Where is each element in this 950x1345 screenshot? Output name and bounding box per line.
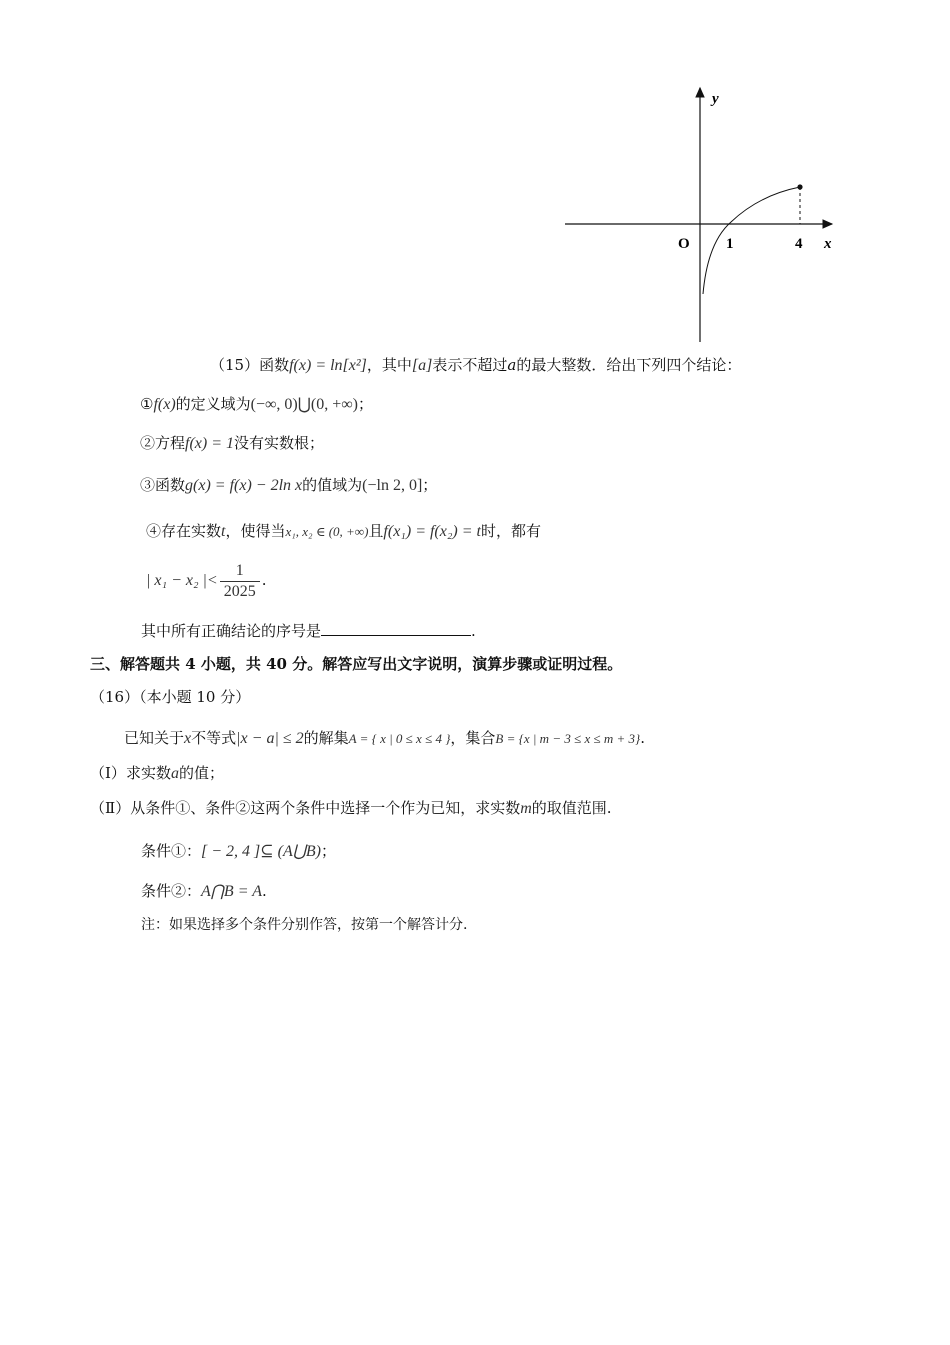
y-axis-label: y xyxy=(712,91,719,107)
c4-abs: | x₁ − x₂ |< xyxy=(146,572,218,589)
q15-ask-end: . xyxy=(471,622,476,640)
q16-statement xyxy=(124,727,645,750)
log-curve xyxy=(703,187,800,294)
q15-ask xyxy=(141,620,476,642)
origin-label: O xyxy=(678,236,690,252)
conclusion-1 xyxy=(140,393,373,416)
c4-text: ，使得当 xyxy=(225,522,286,540)
tick-label-4: 4 xyxy=(795,236,803,252)
c3-end: ； xyxy=(422,476,438,494)
q15-text: 表示不超过 xyxy=(432,356,508,374)
q16-text: 不等式 xyxy=(191,729,237,747)
q15-text: 的最大整数．给出下列四个结论： xyxy=(516,356,742,374)
cond1-end: ； xyxy=(321,842,337,860)
q15-number: （15） xyxy=(210,356,260,374)
answer-blank[interactable] xyxy=(321,621,471,636)
p1-text: 求实数 xyxy=(125,764,171,782)
endpoint-dot xyxy=(797,184,802,189)
c4-x-range: x₁, x₂ ∈ (0, +∞) xyxy=(285,524,369,539)
p1-var-a: a xyxy=(170,765,179,782)
q16-text: ，集合 xyxy=(450,729,496,747)
conclusion-4 xyxy=(146,520,541,543)
conclusion-3 xyxy=(140,474,437,497)
q16-end: . xyxy=(640,729,646,747)
q16-text: 的解集 xyxy=(303,729,349,747)
condition-2 xyxy=(141,880,267,903)
section-3-heading: 三、解答题共 4 小题，共 40 分。解答应写出文字说明，演算步骤或证明过程。 xyxy=(90,655,623,673)
c4-text: 且 xyxy=(368,522,384,540)
condition-1 xyxy=(141,840,336,863)
cond2-end: . xyxy=(261,882,267,900)
c3-range: (−ln 2, 0] xyxy=(362,477,423,494)
c1-function: f(x) xyxy=(153,396,176,413)
c3-function: g(x) = f(x) − 2ln x xyxy=(185,477,303,494)
q16-inequality: |x − a| ≤ 2 xyxy=(236,730,304,747)
x-axis-label: x xyxy=(824,236,832,252)
q15-text: 函数 xyxy=(259,356,290,374)
c3-text: 函数 xyxy=(155,476,186,494)
c2-text: 没有实数根； xyxy=(234,434,325,452)
q16-set-b: B = {x | m − 3 ≤ x ≤ m + 3} xyxy=(495,731,641,746)
q15-floor-bracket: [a] xyxy=(411,357,433,374)
c1-domain: (−∞, 0)⋃(0, +∞) xyxy=(250,396,358,413)
q16-var-x: x xyxy=(184,730,192,747)
cond1-expression: [ − 2, 4 ]⊆ (A⋃B) xyxy=(201,843,321,860)
tick-label-1: 1 xyxy=(726,236,734,252)
c3-text: 的值域为 xyxy=(302,476,363,494)
p2-text: 从条件①、条件②这两个条件中选择一个作为已知，求实数 xyxy=(130,799,521,817)
cond2-label: 条件②： xyxy=(141,882,202,900)
p2-mark: （Ⅱ） xyxy=(90,799,131,817)
p1-end: 的值； xyxy=(178,764,224,782)
c2-equation: f(x) = 1 xyxy=(185,435,235,452)
p1-mark: （Ⅰ） xyxy=(90,764,126,782)
c4-text: 存在实数 xyxy=(161,522,222,540)
conclusion-2 xyxy=(140,432,324,455)
q15-function: f(x) = ln[x²] xyxy=(289,357,367,374)
q16-part-2 xyxy=(90,797,612,820)
conclusion-4-inequality xyxy=(146,556,267,605)
p2-end: 的取值范围. xyxy=(531,799,612,817)
p2-var-m: m xyxy=(520,800,532,817)
q16-set-a: A = { x | 0 ≤ x ≤ 4 } xyxy=(348,731,451,746)
c4-end: . xyxy=(261,571,267,589)
cond2-expression: A⋂B = A xyxy=(201,883,262,900)
c4-equation: f(x₁) = f(x₂) = t xyxy=(383,523,481,540)
q15-text: ，其中 xyxy=(366,356,412,374)
c1-end: ； xyxy=(357,395,373,413)
function-graph xyxy=(560,80,850,350)
q16-text: 已知关于 xyxy=(124,729,185,747)
c2-text: 方程 xyxy=(155,434,186,452)
c2-mark: ② xyxy=(140,434,156,452)
q15-var-a: a xyxy=(507,356,517,374)
c4-denominator: 2025 xyxy=(223,582,256,600)
c3-mark: ③ xyxy=(140,476,156,494)
q15-ask-text: 其中所有正确结论的序号是 xyxy=(141,622,322,640)
cond1-label: 条件①： xyxy=(141,842,202,860)
c1-text: 的定义域为 xyxy=(175,395,251,413)
c4-fraction xyxy=(220,561,260,602)
c4-mark: ④ xyxy=(146,522,162,540)
q15-intro xyxy=(210,354,741,377)
c4-text: 时，都有 xyxy=(481,522,542,540)
c4-var-t: t xyxy=(221,523,226,540)
c1-mark: ① xyxy=(140,395,154,413)
q16-part-1 xyxy=(90,762,224,785)
c4-numerator: 1 xyxy=(220,561,260,582)
q16-number: （16）（本小题 10 分） xyxy=(90,688,251,706)
q16-note: 注：如果选择多个条件分别作答，按第一个解答计分. xyxy=(141,917,468,933)
